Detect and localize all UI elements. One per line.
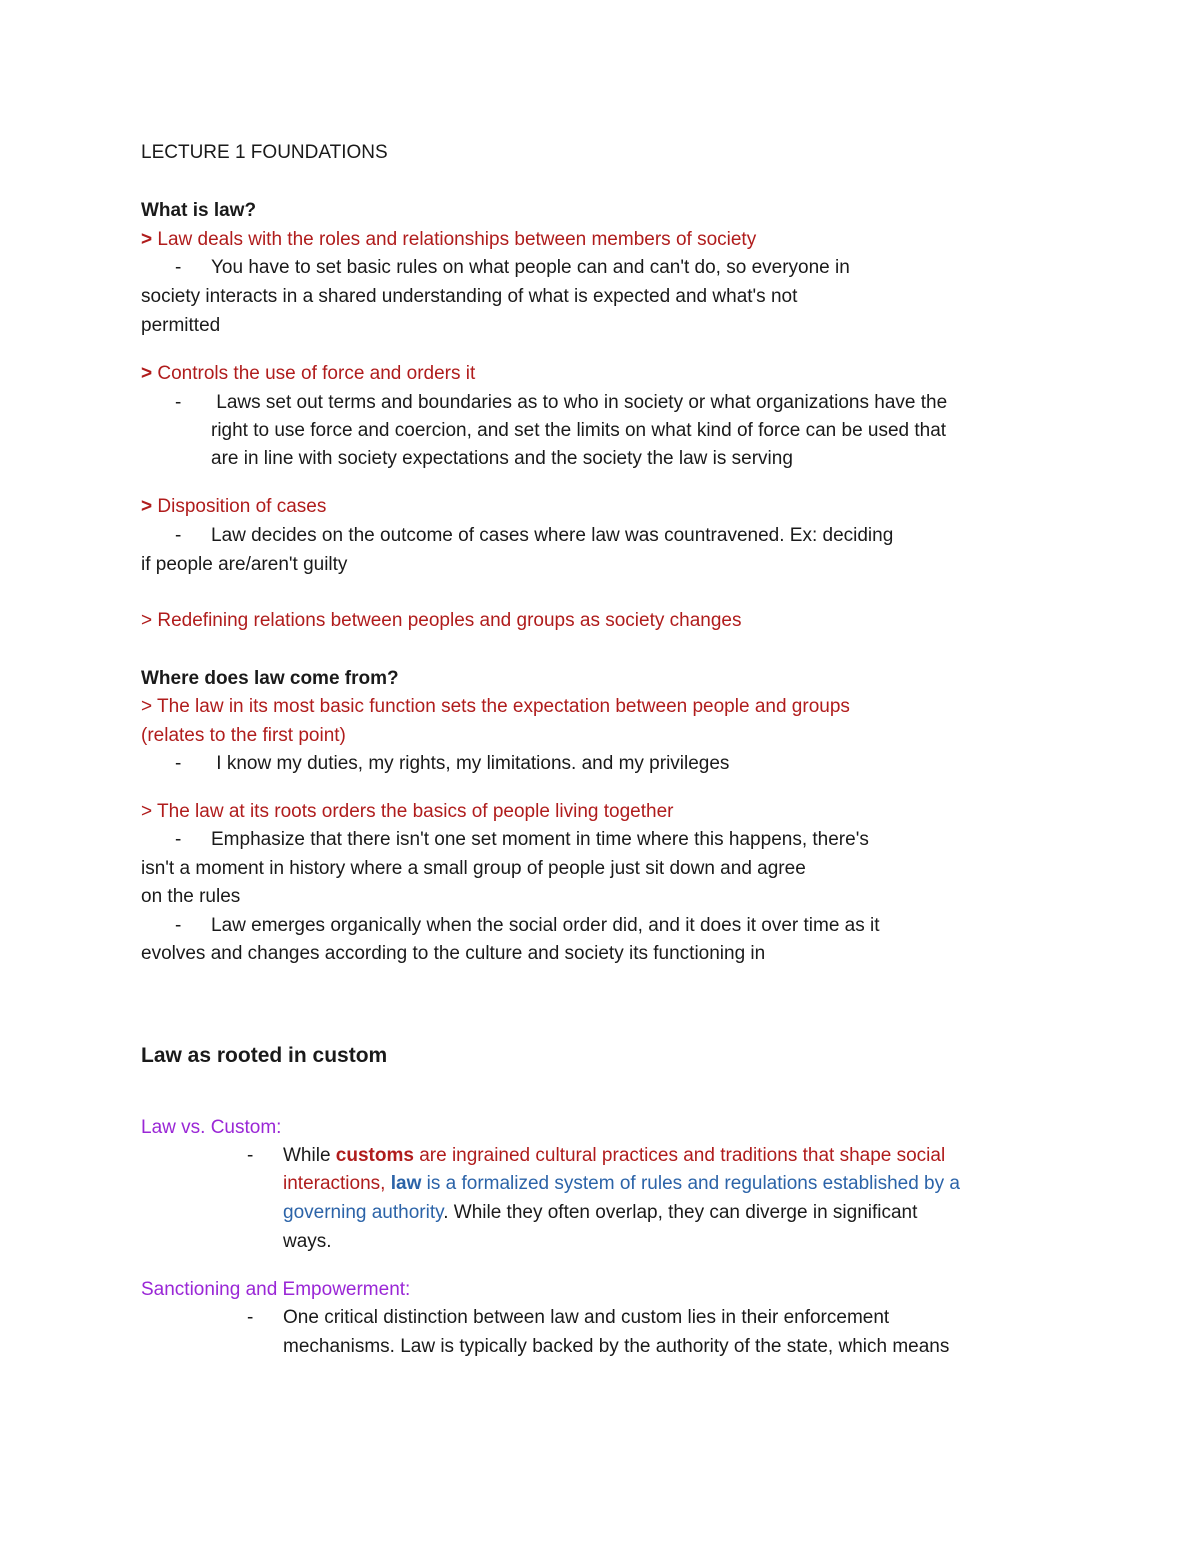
- point-continuation: (relates to the first point): [141, 725, 346, 746]
- bullet-text: Laws set out terms and boundaries as to who in society or what organizations have the: [211, 392, 948, 413]
- bullet-text: While: [283, 1145, 336, 1166]
- dash-marker: -: [175, 915, 182, 936]
- bullet-text: I know my duties, my rights, my limitations. and my privileges: [211, 753, 730, 774]
- dash-marker: -: [247, 1307, 254, 1328]
- bullet-continuation: right to use force and coercion, and set the limits on what kind of force can be used that: [211, 420, 947, 441]
- dash-marker: -: [247, 1145, 254, 1166]
- dash-marker: -: [175, 257, 182, 278]
- section-heading-where-from: Where does law come from?: [141, 668, 399, 689]
- point-roots-orders: > The law at its roots orders the basics of people living together: [141, 801, 674, 822]
- bullet-no-set-moment: [175, 826, 869, 854]
- point-text: Disposition of cases: [152, 496, 327, 517]
- bullet-text: Law emerges organically when the social order did, and it does it over time as it: [211, 915, 880, 936]
- dash-marker: -: [175, 753, 182, 774]
- point-text: Law deals with the roles and relationships between members of society: [152, 229, 757, 250]
- bullet-continuation: isn't a moment in history where a small group of people just sit down and agree: [141, 858, 806, 879]
- bullet-continuation: mechanisms. Law is typically backed by the authority of the state, which means: [283, 1336, 950, 1357]
- dash-marker: -: [175, 525, 182, 546]
- bullet-continuation: if people are/aren't guilty: [141, 554, 348, 575]
- bullet-continuation: permitted: [141, 315, 221, 336]
- document-title: LECTURE 1 FOUNDATIONS: [141, 142, 388, 163]
- point-disposition-cases: [141, 493, 326, 521]
- bullet-enforcement: [247, 1304, 889, 1332]
- point-redefining-relations: > Redefining relations between peoples and groups as society changes: [141, 610, 742, 631]
- term-customs: customs: [335, 1145, 414, 1166]
- point-controls-force: [141, 360, 475, 388]
- subheading-sanctioning: Sanctioning and Empowerment:: [141, 1279, 411, 1300]
- subheading-law-vs-custom: Law vs. Custom:: [141, 1117, 282, 1138]
- bullet-continuation: ways.: [283, 1231, 332, 1252]
- bullet-outcome-cases: [175, 522, 893, 550]
- bullet-law-vs-custom: [247, 1142, 945, 1170]
- customs-definition: are ingrained cultural practices and traditions that shape social: [413, 1145, 946, 1166]
- term-law: law: [390, 1173, 422, 1194]
- bullet-terms-boundaries: [175, 389, 947, 417]
- bullet-continuation: evolves and changes according to the culture and society its functioning in: [141, 943, 766, 964]
- bullet-text: You have to set basic rules on what people can and can't do, so everyone in: [211, 257, 850, 278]
- bullet-text: One critical distinction between law and custom lies in their enforcement: [283, 1307, 890, 1328]
- bullet-continuation: society interacts in a shared understanding of what is expected and what's not: [141, 286, 798, 307]
- point-roles-relationships: [141, 226, 756, 254]
- bullet-duties-rights: [175, 750, 729, 778]
- dash-marker: -: [175, 392, 182, 413]
- point-basic-function: > The law in its most basic function sets the expectation between people and groups: [141, 696, 850, 717]
- law-definition: is a formalized system of rules and regulations established by a: [421, 1173, 960, 1194]
- point-marker: >: [141, 229, 153, 250]
- section-heading-rooted-in-custom: Law as rooted in custom: [141, 1044, 388, 1067]
- bullet-text: Emphasize that there isn't one set moment in time where this happens, there's: [211, 829, 869, 850]
- bullet-continuation: [283, 1170, 960, 1198]
- point-marker: >: [141, 363, 153, 384]
- customs-definition-end: interactions,: [283, 1173, 391, 1194]
- section-heading-what-is-law: What is law?: [141, 200, 257, 221]
- bullet-continuation: [283, 1199, 917, 1227]
- bullet-emerges-organically: [175, 912, 880, 940]
- bullet-text: Law decides on the outcome of cases where law was countravened. Ex: deciding: [211, 525, 894, 546]
- dash-marker: -: [175, 829, 182, 850]
- bullet-basic-rules: [175, 254, 850, 282]
- bullet-continuation: on the rules: [141, 886, 241, 907]
- point-text: Controls the use of force and orders it: [152, 363, 476, 384]
- bullet-text: . While they often overlap, they can diverge in significant: [443, 1202, 918, 1223]
- bullet-continuation: are in line with society expectations and the society the law is serving: [211, 448, 793, 469]
- law-definition-end: governing authority: [283, 1202, 444, 1223]
- point-marker: >: [141, 496, 153, 517]
